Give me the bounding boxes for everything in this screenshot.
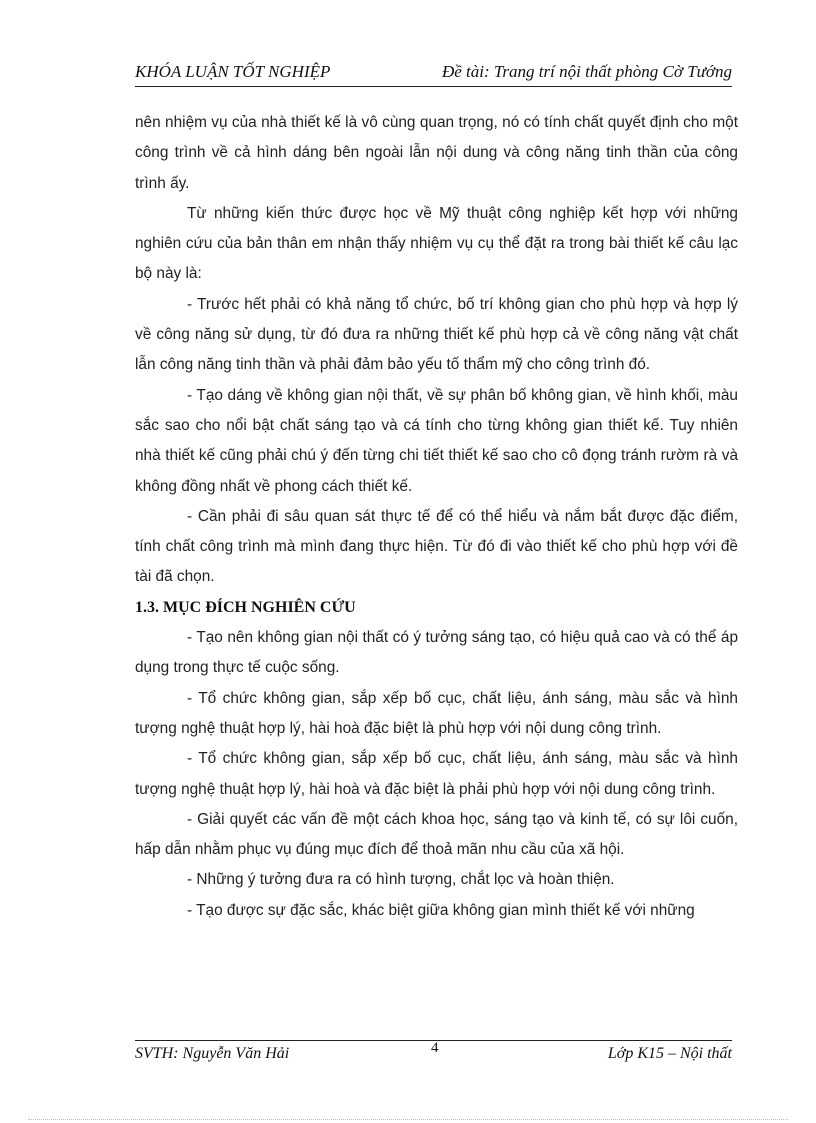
paragraph-10: - Những ý tưởng đưa ra có hình tượng, chắt lọc và hoàn thiện. <box>187 871 615 889</box>
page-bottom-divider <box>28 1119 788 1120</box>
paragraph-1: nên nhiệm vụ của nhà thiết kế là vô cùng quan trọng, nó có tính chất quyết định cho một công trình về cả hình dáng bên ngoài lẫn nội dung và công năng tinh thần của công trình ấy. <box>135 114 738 192</box>
page-number: 4 <box>431 1040 439 1056</box>
paragraph-5: - Cần phải đi sâu quan sát thực tế để có thể hiểu và nắm bắt được đặc điểm, tính chất công trình mà mình đang thực hiện. Từ đó đi vào thiết kế cho phù hợp với đề tài đã chọn. <box>135 507 738 586</box>
paragraph-9: - Giải quyết các vấn đề một cách khoa học, sáng tạo và kinh tế, có sự lôi cuốn, hấp dẫn nhằm phục vụ đúng mục đích để thoả mãn nhu cầu của xã hội. <box>135 810 738 859</box>
paragraph-2: Từ những kiến thức được học về Mỹ thuật công nghiệp kết hợp với những nghiên cứu của bản thân em nhận thấy nhiệm vụ cụ thể đặt ra trong bài thiết kế câu lạc bộ này là: <box>135 204 738 283</box>
page-body <box>135 108 738 926</box>
paragraph-4: - Tạo dáng về không gian nội thất, về sự phân bố không gian, về hình khối, màu sắc sao cho nổi bật chất sáng tạo và cá tính cho từng không gian thiết kế. Tuy nhiên nhà thiết kế cũng phải chú ý đến từng chi tiết thiết kế sao cho cô đọng tránh rườm rà và không đồng nhất về phong cách thiết kế. <box>135 386 738 495</box>
paragraph-11: - Tạo được sự đặc sắc, khác biệt giữa không gian mình thiết kế với những <box>187 901 695 919</box>
page-header <box>135 60 732 87</box>
paragraph-6: - Tạo nên không gian nội thất có ý tưởng sáng tạo, có hiệu quả cao và có thể áp dụng trong thực tế cuộc sống. <box>135 629 738 677</box>
header-topic-title: Đề tài: Trang trí nội thất phòng Cờ Tướng <box>441 62 732 81</box>
page-footer <box>135 1040 732 1071</box>
footer-class-name: Lớp K15 – Nội thất <box>607 1045 732 1062</box>
paragraph-7: - Tổ chức không gian, sắp xếp bố cục, chất liệu, ánh sáng, màu sắc và hình tượng nghệ thuật hợp lý, hài hoà đặc biệt là phù hợp với nội dung công trình. <box>135 689 738 737</box>
footer-student-name: SVTH: Nguyễn Văn Hải <box>135 1045 290 1062</box>
paragraph-8: - Tổ chức không gian, sắp xếp bố cục, chất liệu, ánh sáng, màu sắc và hình tượng nghệ thuật hợp lý, hài hoà và đặc biệt là phải phù hợp với nội dung công trình. <box>135 750 738 798</box>
paragraph-3: - Trước hết phải có khả năng tổ chức, bố trí không gian cho phù hợp và hợp lý về công năng sử dụng, từ đó đưa ra những thiết kế phù hợp cả về công năng vật chất lẫn công năng tinh thần và phải đảm bảo yếu tố thẩm mỹ cho công trình đó. <box>135 295 738 374</box>
section-heading: 1.3. MỤC ĐÍCH NGHIÊN CỨU <box>135 598 356 616</box>
header-thesis-label: KHÓA LUẬN TỐT NGHIỆP <box>135 62 331 81</box>
